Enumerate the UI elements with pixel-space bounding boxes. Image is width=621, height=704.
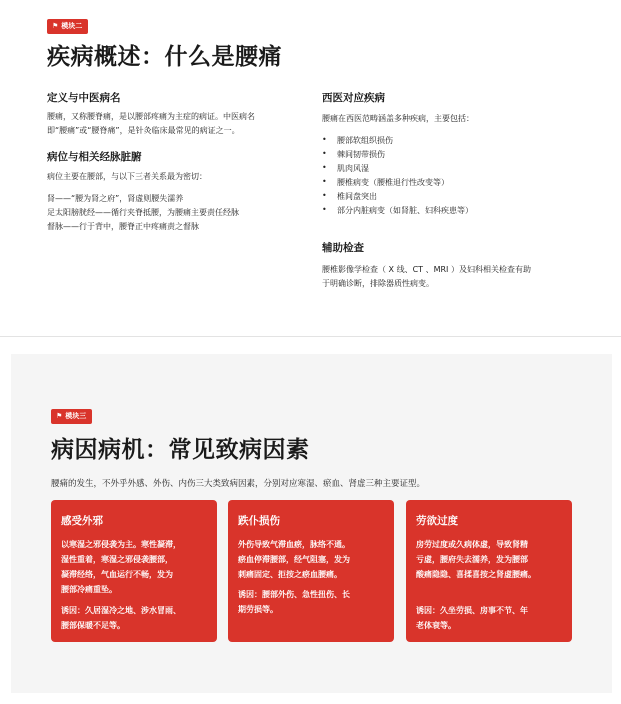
card-body bbox=[416, 537, 536, 582]
section-divider bbox=[0, 336, 621, 337]
cause-card bbox=[406, 500, 572, 642]
card-line: 期劳损等。 bbox=[238, 605, 278, 614]
card-title: 感受外邪 bbox=[61, 515, 103, 527]
flag-icon: ⚑ bbox=[52, 22, 59, 30]
card-title: 跌仆损伤 bbox=[238, 515, 280, 527]
exam-heading: 辅助检查 bbox=[322, 242, 364, 254]
flag-icon: ⚑ bbox=[56, 412, 63, 420]
list-item: • 腰椎病变（腰椎退行性改变等） bbox=[337, 177, 449, 188]
card-line: 刺痛固定、拒按之瘀血腰痛。 bbox=[238, 570, 342, 579]
section-title: 病因病机：常见致病因素 bbox=[51, 437, 310, 463]
card-line: 腰部保暖不足等。 bbox=[61, 621, 125, 630]
card-title: 劳欲过度 bbox=[416, 515, 458, 527]
module-tag bbox=[51, 409, 92, 424]
module-tag-label: 模块三 bbox=[65, 412, 87, 420]
cause-card bbox=[228, 500, 394, 642]
card-cause bbox=[61, 603, 181, 633]
card-line: 老体衰等。 bbox=[416, 621, 456, 630]
definition-line: 腰痛，又称腰脊痛，是以腰部疼痛为主症的病证。中医病名 bbox=[47, 112, 255, 121]
exam-line: 腰椎影像学检查（ X 线、CT 、MRI ）及妇科相关检查有助 bbox=[322, 265, 531, 274]
location-heading: 病位与相关经脉脏腑 bbox=[47, 151, 142, 163]
card-line: 腰部冷痛重坠。 bbox=[61, 585, 117, 594]
list-item: • 棘间韧带损伤 bbox=[337, 149, 385, 160]
card-body bbox=[238, 537, 350, 582]
page-title: 疾病概述：什么是腰痛 bbox=[47, 44, 282, 70]
card-line: 诱因：久居湿冷之地、涉水冒雨、 bbox=[61, 606, 181, 615]
list-item: • 椎间盘突出 bbox=[337, 191, 377, 202]
western-intro: 腰痛在西医范畴涵盖多种疾病，主要包括： bbox=[322, 114, 474, 123]
definition-heading: 定义与中医病名 bbox=[47, 92, 121, 104]
exam-line: 于明确诊断，排除器质性病变。 bbox=[322, 279, 434, 288]
module-tag-label: 模块二 bbox=[61, 22, 83, 30]
card-line: 诱因：久坐劳损、房事不节、年 bbox=[416, 606, 528, 615]
card-body bbox=[61, 537, 181, 597]
location-intro: 病位主要在腰部，与以下三者关系最为密切： bbox=[47, 172, 207, 181]
card-line: 亏虚，腰府失去濡养，发为腰部 bbox=[416, 555, 528, 564]
card-line: 诱因：腰部外伤、急性扭伤、长 bbox=[238, 590, 350, 599]
module-tag bbox=[47, 19, 88, 34]
card-line: 湿性重着，寒湿之邪侵袭腰部， bbox=[61, 555, 173, 564]
card-line: 酸痛隐隐、喜揉喜按之肾虚腰痛。 bbox=[416, 570, 536, 579]
card-line: 房劳过度或久病体虚，导致肾精 bbox=[416, 540, 528, 549]
card-line: 凝滞经络，气血运行不畅，发为 bbox=[61, 570, 173, 579]
section-intro: 腰痛的发生，不外乎外感、外伤、内伤三大类致病因素，分别对应寒湿、瘀血、肾虚三种主要证型。 bbox=[51, 479, 426, 489]
location-line: 督脉——行于背中，腰脊正中疼痛责之督脉 bbox=[47, 222, 199, 231]
card-line: 以寒湿之邪侵袭为主。寒性凝滞， bbox=[61, 540, 181, 549]
cause-card bbox=[51, 500, 217, 642]
location-line: 足太阳膀胱经——循行夹脊抵腰，为腰痛主要责任经脉 bbox=[47, 208, 239, 217]
western-heading: 西医对应疾病 bbox=[322, 92, 385, 104]
card-cause bbox=[238, 587, 350, 617]
card-line: 瘀血停滞腰部，经气阻塞，发为 bbox=[238, 555, 350, 564]
card-line: 外伤导致气滞血瘀，脉络不通。 bbox=[238, 540, 350, 549]
card-cause bbox=[416, 603, 528, 633]
list-item: • 腰部软组织损伤 bbox=[337, 135, 393, 146]
list-item: • 肌肉风湿 bbox=[337, 163, 369, 174]
location-line: 肾——“腰为肾之府”，肾虚则腰失濡养 bbox=[47, 194, 184, 203]
list-item: • 部分内脏病变（如肾脏、妇科疾患等） bbox=[337, 205, 473, 216]
definition-line: 即“腰痛”或“腰脊痛”，是针灸临床最常见的病证之一。 bbox=[47, 126, 240, 135]
